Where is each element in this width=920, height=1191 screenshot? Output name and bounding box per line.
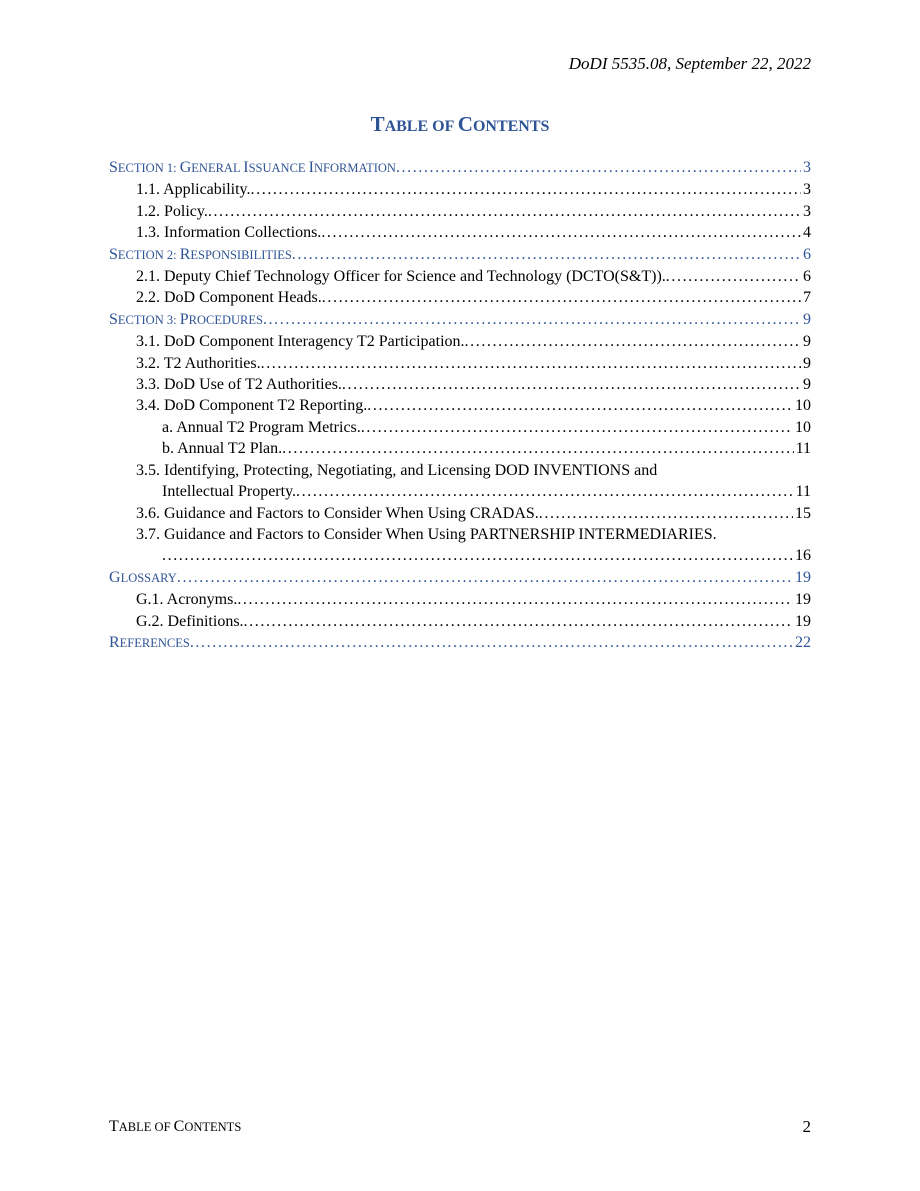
toc-entry-page: 6 [803,268,811,286]
dot-leader [244,611,793,632]
toc-entry[interactable] [109,374,811,395]
toc-entry-page: 16 [795,547,811,565]
toc-entry-page: 11 [795,483,811,501]
toc-entry-label: SECTION 1: GENERAL ISSUANCE INFORMATION [109,159,396,176]
toc-entry-page: 19 [795,568,811,586]
toc-entry-page: 11 [795,440,811,458]
toc-section-entry[interactable] [109,244,811,266]
toc-entry[interactable] [109,417,811,438]
toc-entry[interactable] [109,266,811,287]
toc-entry-label: 3.6. Guidance and Factors to Consider When Using CRADAS. [136,504,539,522]
toc-entry-label-cont: Intellectual Property. [162,483,297,501]
dot-leader [539,503,793,524]
toc-entry[interactable] [109,331,811,352]
toc-entry-label: GLOSSARY [109,568,177,586]
dot-leader [367,395,793,416]
dot-leader [292,244,801,265]
dot-leader [361,417,793,438]
toc-entry-continuation[interactable] [109,481,811,502]
toc-entry[interactable] [109,589,811,610]
toc-entry-page: 3 [803,159,811,176]
toc-entry-page: 3 [803,202,811,220]
dot-leader [321,222,801,243]
footer-section-label: TABLE OF CONTENTS [109,1118,242,1135]
dot-leader [322,287,801,308]
page-number: 2 [802,1117,811,1136]
toc-entry-label: 1.1. Applicability. [136,181,251,199]
toc-entry-page: 10 [795,418,811,436]
toc-entry-page: 15 [795,504,811,522]
dot-leader [208,201,801,222]
toc-entry-label: b. Annual T2 Plan. [162,440,283,458]
toc-entry[interactable] [109,201,811,222]
toc-entry-label[interactable]: 3.5. Identifying, Protecting, Negotiating, and Licensing DOD INVENTIONS and [136,461,658,479]
toc-entry-page: 19 [795,591,811,609]
toc-entry-page: 9 [803,354,811,372]
toc-entry-page: 3 [803,181,811,199]
toc-entry-label: SECTION 3: PROCEDURES [109,310,263,328]
toc-entry-continuation[interactable] [109,545,811,566]
toc-entry-label: 2.2. DoD Component Heads. [136,289,322,307]
dot-leader [296,481,794,502]
toc-entry[interactable] [109,503,811,524]
toc-entry[interactable] [109,287,811,308]
toc-entry-label: a. Annual T2 Program Metrics. [162,418,361,436]
table-of-contents [109,157,811,654]
dot-leader [465,331,801,352]
toc-entry-page: 22 [795,633,811,651]
toc-entry-page: 4 [803,224,811,242]
toc-title: TABLE OF CONTENTS [370,112,550,136]
toc-entry-page: 7 [803,289,811,307]
toc-entry-page: 19 [795,612,811,630]
dot-leader [177,567,793,588]
toc-section-entry[interactable] [109,567,811,589]
dot-leader [251,179,801,200]
toc-entry-label: REFERENCES [109,633,190,651]
toc-entry-page: 6 [803,245,811,263]
toc-entry-label: 1.3. Information Collections. [136,224,322,242]
toc-entry[interactable] [109,611,811,632]
toc-entry-page: 9 [803,310,811,328]
toc-entry-label: G.1. Acronyms. [136,591,238,609]
toc-section-entry[interactable] [109,157,811,179]
toc-entry[interactable] [109,353,811,374]
toc-entry[interactable] [109,179,811,200]
dot-leader [396,157,801,178]
toc-entry[interactable] [109,438,811,459]
toc-entry-page: 9 [803,376,811,394]
toc-entry-label: 3.4. DoD Component T2 Reporting. [136,397,368,415]
toc-entry-page: 9 [803,333,811,351]
toc-entry-label: 3.3. DoD Use of T2 Authorities. [136,376,342,394]
toc-section-entry[interactable] [109,309,811,331]
dot-leader [342,374,801,395]
toc-entry[interactable] [109,395,811,416]
dot-leader [237,589,793,610]
toc-entry-page: 10 [795,397,811,415]
toc-entry-label: G.2. Definitions. [136,612,244,630]
toc-entry-label[interactable]: 3.7. Guidance and Factors to Consider When Using PARTNERSHIP INTERMEDIARIES. [136,525,717,543]
toc-entry-label: SECTION 2: RESPONSIBILITIES [109,245,292,263]
dot-leader [282,438,793,459]
toc-entry[interactable] [109,222,811,243]
toc-entry-label: 1.2. Policy. [136,202,208,220]
dot-leader [666,266,801,287]
dot-leader [263,309,801,330]
dot-leader [190,632,793,653]
toc-entry-label: 2.1. Deputy Chief Technology Officer for Science and Technology (DCTO(S&T)). [136,268,666,286]
running-header: DoDI 5535.08, September 22, 2022 [568,54,811,73]
toc-entry-label: 3.2. T2 Authorities. [136,354,261,372]
toc-entry-label: 3.1. DoD Component Interagency T2 Participation. [136,333,465,351]
dot-leader [162,545,793,566]
toc-section-entry[interactable] [109,632,811,654]
dot-leader [261,353,801,374]
